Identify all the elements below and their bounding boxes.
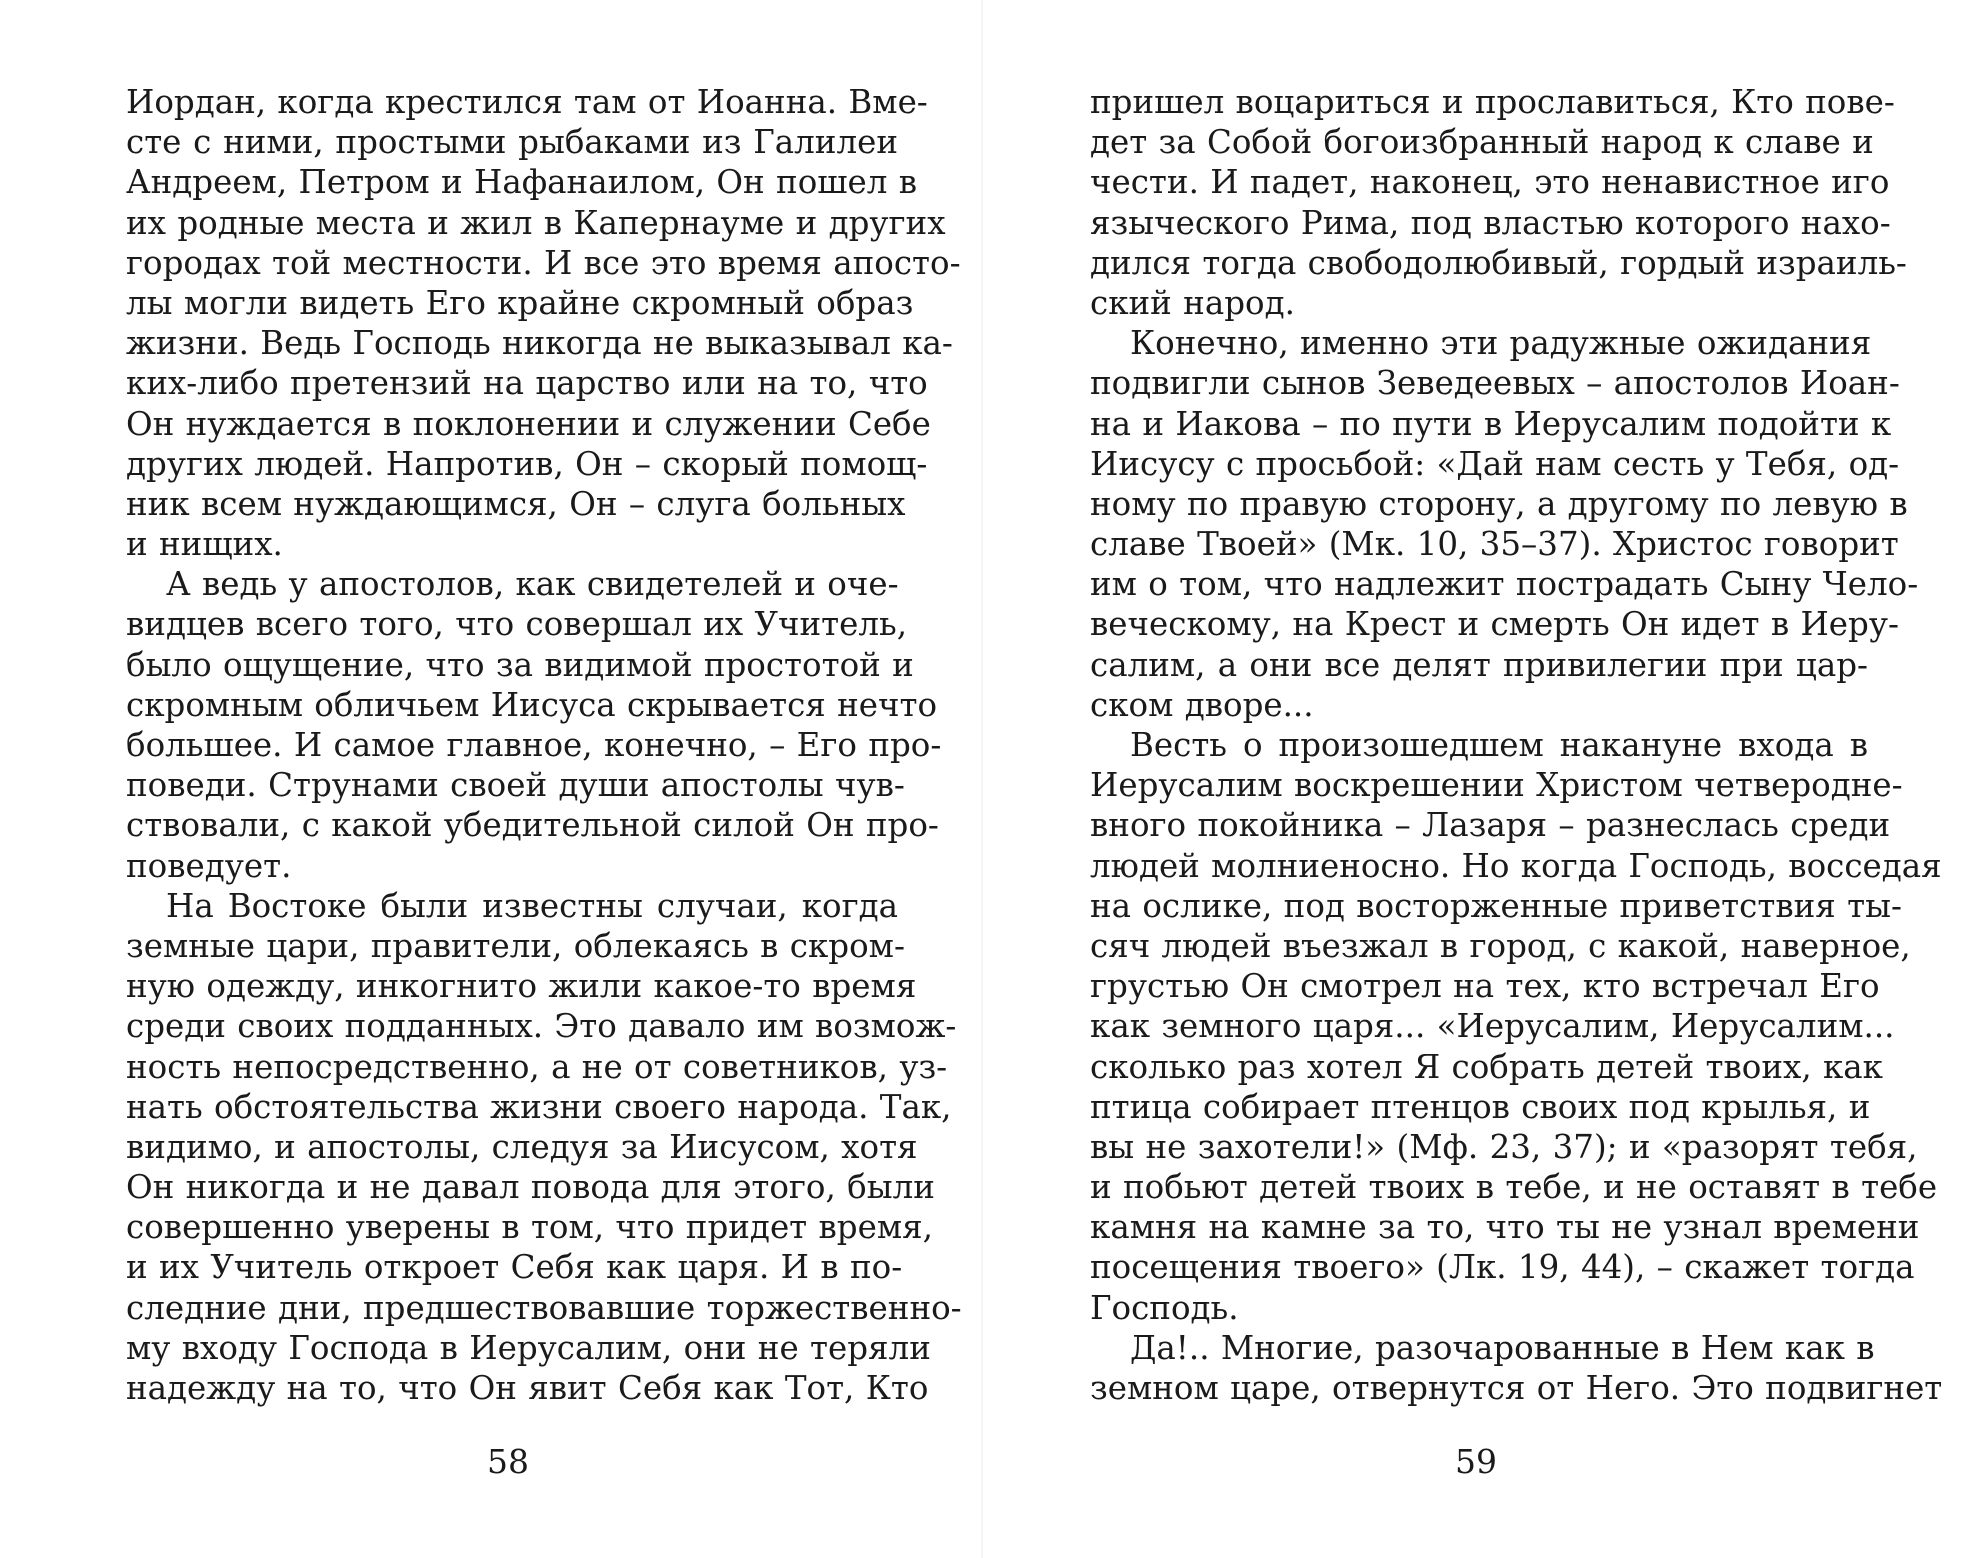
text-line: скромным обличьем Иисуса скрывается нечто xyxy=(126,685,938,724)
right-page-text xyxy=(1090,82,1943,1408)
text-line: му входу Господа в Иерусалим, они не теряли xyxy=(126,1328,931,1367)
text-line: веческому, на Крест и смерть Он идет в Иеру- xyxy=(1090,605,1899,644)
text-line: видцев всего того, что совершал их Учитель, xyxy=(126,605,908,644)
text-line: на ослике, под восторженные приветствия ты- xyxy=(1090,886,1902,925)
text-line: ких-либо претензий на царство или на то, что xyxy=(126,364,928,403)
text-line: людей молниеносно. Но когда Господь, восседая xyxy=(1090,846,1942,885)
text-line: подвигли сынов Зеведеевых – апостолов Иоан- xyxy=(1090,364,1900,403)
text-line: птица собирает птенцов своих под крылья, и xyxy=(1090,1087,1871,1126)
text-line: городах той местности. И все это время апосто- xyxy=(126,243,961,282)
text-line: как земного царя... «Иерусалим, Иерусалим... xyxy=(1090,1007,1895,1046)
paragraph xyxy=(126,82,961,564)
text-line: ском дворе... xyxy=(1090,685,1314,724)
text-line: посещения твоего» (Лк. 19, 44), – скажет тогда xyxy=(1090,1248,1915,1287)
text-line: на и Иакова – по пути в Иерусалим подойти к xyxy=(1090,404,1892,443)
text-line: чести. И падет, наконец, это ненавистное иго xyxy=(1090,163,1890,202)
text-line: сяч людей въезжал в город, с какой, наверное, xyxy=(1090,926,1911,965)
text-line: Да!.. Многие, разочарованные в Нем как в xyxy=(1130,1328,1875,1367)
text-line: пришел воцариться и прославиться, Кто пове- xyxy=(1090,83,1895,121)
text-line: Андреем, Петром и Нафанаилом, Он пошел в xyxy=(126,163,917,202)
text-line: Он никогда и не давал повода для этого, были xyxy=(126,1168,935,1207)
text-line: поведует. xyxy=(126,846,292,885)
text-line: грустью Он смотрел на тех, кто встречал Его xyxy=(1090,967,1880,1006)
paragraph xyxy=(1090,323,1919,725)
paragraph xyxy=(1090,82,1907,323)
left-page-number: 58 xyxy=(487,1442,529,1481)
text-line: салим, а они все делят привилегии при цар- xyxy=(1090,645,1868,684)
right-page xyxy=(982,0,1964,1558)
text-line: надежду на то, что Он явит Себя как Тот, Кто xyxy=(126,1369,929,1407)
text-line: Он нуждается в поклонении и служении Себе xyxy=(126,404,931,443)
text-line: Иордан, когда крестился там от Иоанна. Вме- xyxy=(126,83,928,121)
text-line: Иисусу с просьбой: «Дай нам сесть у Тебя, од- xyxy=(1090,444,1900,483)
text-line: славе Твоей» (Мк. 10, 35–37). Христос говорит xyxy=(1090,525,1899,564)
right-page-number: 59 xyxy=(1455,1442,1497,1481)
text-line: нать обстоятельства жизни своего народа. Так, xyxy=(126,1087,952,1126)
text-line: вы не захотели!» (Мф. 23, 37); и «разорят тебя, xyxy=(1090,1127,1918,1166)
text-line: языческого Рима, под властью которого нахо- xyxy=(1090,203,1891,242)
text-line: Конечно, именно эти радужные ожидания xyxy=(1130,324,1872,363)
text-line: дет за Собой богоизбранный народ к славе и xyxy=(1090,123,1874,162)
text-line: ность непосредственно, а не от советников, уз- xyxy=(126,1047,948,1086)
text-line: ствовали, с какой убедительной силой Он про- xyxy=(126,806,939,845)
text-line: ник всем нуждающимся, Он – слуга больных xyxy=(126,484,906,523)
text-line: совершенно уверены в том, что придет время, xyxy=(126,1208,933,1247)
paragraph xyxy=(1090,1328,1943,1408)
paragraph xyxy=(126,886,962,1408)
text-line: ский народ. xyxy=(1090,283,1295,322)
text-line: им о том, что надлежит пострадать Сыну Чело- xyxy=(1090,565,1919,604)
text-line: земном царе, отвернутся от Него. Это подвигнет xyxy=(1090,1369,1943,1407)
text-line: Иерусалим воскрешении Христом четверодне- xyxy=(1090,766,1903,805)
paragraph xyxy=(1090,725,1942,1328)
text-line: следние дни, предшествовавшие торжественно- xyxy=(126,1288,962,1327)
paragraph xyxy=(126,564,942,886)
text-line: среди своих подданных. Это давало им возмож- xyxy=(126,1007,957,1046)
text-line: ную одежду, инкогнито жили какое-то время xyxy=(126,967,917,1006)
text-line: их родные места и жил в Капернауме и других xyxy=(126,203,946,242)
text-line: дился тогда свободолюбивый, гордый израиль- xyxy=(1090,243,1907,282)
text-line: лы могли видеть Его крайне скромный образ xyxy=(126,283,914,322)
text-line: вного покойника – Лазаря – разнеслась среди xyxy=(1090,806,1891,845)
text-line: и нищих. xyxy=(126,525,283,564)
text-line: было ощущение, что за видимой простотой и xyxy=(126,645,914,684)
text-line: и побьют детей твоих в тебе, и не оставят в тебе xyxy=(1090,1168,1938,1207)
text-line: жизни. Ведь Господь никогда не выказывал ка- xyxy=(126,324,953,363)
text-line: земные цари, правители, облекаясь в скром- xyxy=(126,926,905,965)
text-line: большее. И самое главное, конечно, – Его про- xyxy=(126,726,942,764)
text-line: сте с ними, простыми рыбаками из Галилеи xyxy=(126,123,898,162)
text-line: сколько раз хотел Я собрать детей твоих, как xyxy=(1090,1047,1883,1086)
text-line: камня на камне за то, что ты не узнал времени xyxy=(1090,1208,1920,1247)
text-line: и их Учитель откроет Себя как царя. И в по- xyxy=(126,1248,903,1287)
text-line: других людей. Напротив, Он – скорый помощ- xyxy=(126,444,928,483)
text-line: Господь. xyxy=(1090,1288,1239,1327)
text-line: видимо, и апостолы, следуя за Иисусом, хотя xyxy=(126,1127,918,1166)
left-page-text xyxy=(126,82,962,1408)
text-line: А ведь у апостолов, как свидетелей и оче- xyxy=(166,565,899,604)
text-line: ному по правую сторону, а другому по левую в xyxy=(1090,484,1908,523)
text-line: Весть о произошедшем накануне входа в xyxy=(1130,726,1868,764)
text-line: поведи. Струнами своей души апостолы чув- xyxy=(126,766,905,805)
text-line: На Востоке были известны случаи, когда xyxy=(166,886,898,925)
